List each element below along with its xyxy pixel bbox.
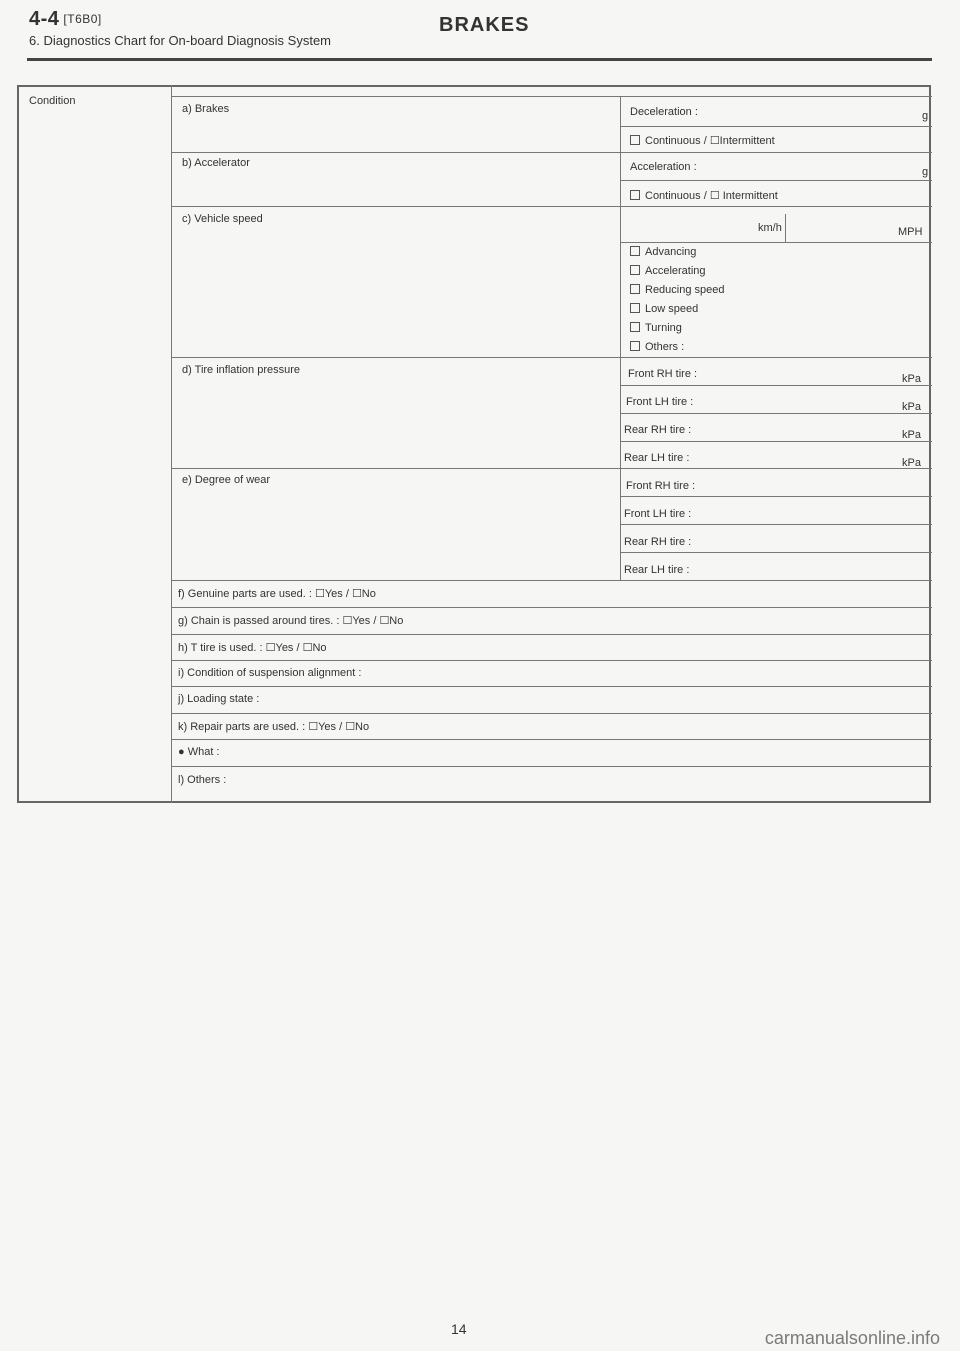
sub-row-separator [620,552,932,553]
sub-row-separator [620,413,932,414]
repair-parts-row[interactable]: k) Repair parts are used. : ☐Yes / ☐No [178,721,370,733]
checkbox[interactable] [630,135,640,145]
row-separator [172,96,932,97]
wear-label: e) Degree of wear [182,474,271,486]
row-separator [172,634,932,635]
sub-row-separator [620,242,932,243]
row-separator [172,206,932,207]
sub-row-separator [620,385,932,386]
what-row[interactable]: ● What : [178,746,220,758]
checkbox[interactable] [630,303,640,313]
watermark: carmanualsonline.info [764,1328,940,1348]
pressure-unit: kPa [902,429,921,441]
speed-option[interactable]: Low speed [630,303,698,315]
checkbox[interactable] [630,190,640,200]
pressure-rear-lh[interactable]: Rear LH tire : [624,452,690,464]
wear-rear-rh[interactable]: Rear RH tire : [624,536,692,548]
wear-front-lh[interactable]: Front LH tire : [624,508,692,520]
speed-option[interactable]: Accelerating [630,265,706,277]
pressure-unit: kPa [902,373,921,385]
deceleration-unit: g [922,110,929,122]
speed-option[interactable]: Turning [630,322,682,334]
chain-row[interactable]: g) Chain is passed around tires. : ☐Yes / ☐No [178,615,404,627]
genuine-parts-row[interactable]: f) Genuine parts are used. : ☐Yes / ☐No [178,588,376,600]
loading-state-row[interactable]: j) Loading state : [178,693,260,705]
row-separator [172,357,932,358]
checkbox[interactable] [630,341,640,351]
wear-rear-lh[interactable]: Rear LH tire : [624,564,690,576]
sub-row-separator [620,126,932,127]
row-separator [172,152,932,153]
row-separator [172,660,932,661]
sub-row-separator [620,524,932,525]
brakes-label: a) Brakes [182,103,230,115]
speed-option[interactable]: Advancing [630,246,696,258]
pressure-front-lh[interactable]: Front LH tire : [626,396,694,408]
sub-row-separator [620,180,932,181]
value-column-divider [620,96,621,580]
row-separator [172,580,932,581]
others-row[interactable]: l) Others : [178,774,227,786]
deceleration-field[interactable]: Deceleration : [630,106,698,118]
row-separator [172,607,932,608]
row-separator [172,739,932,740]
speed-unit-kmh: km/h [758,222,782,234]
speed-unit-divider [785,214,786,242]
row-separator [172,686,932,687]
row-separator [172,766,932,767]
wear-front-rh[interactable]: Front RH tire : [626,480,696,492]
checkbox[interactable] [630,246,640,256]
pressure-front-rh[interactable]: Front RH tire : [628,368,698,380]
accelerator-label: b) Accelerator [182,157,250,169]
vehicle-speed-label: c) Vehicle speed [182,213,263,225]
row-separator [172,468,932,469]
acceleration-unit: g [922,166,929,178]
speed-option[interactable]: Others : [630,341,684,353]
condition-column [17,85,172,803]
acceleration-field[interactable]: Acceleration : [630,161,697,173]
t-tire-row[interactable]: h) T tire is used. : ☐Yes / ☐No [178,642,327,654]
section-code: [T6B0] [63,12,102,26]
accelerator-options[interactable]: Continuous / ☐ Intermittent [630,189,778,202]
speed-option[interactable]: Reducing speed [630,284,725,296]
row-separator [172,713,932,714]
brakes-options[interactable]: Continuous / ☐Intermittent [630,134,775,147]
page-subtitle: 6. Diagnostics Chart for On-board Diagnosis System [29,33,332,48]
page-number: 14 [451,1321,467,1337]
pressure-rear-rh[interactable]: Rear RH tire : [624,424,692,436]
suspension-alignment-row[interactable]: i) Condition of suspension alignment : [178,667,362,679]
page-title: BRAKES [439,14,530,36]
checkbox[interactable] [630,322,640,332]
header-rule [27,58,932,61]
condition-label: Condition [29,95,76,107]
sub-row-separator [620,441,932,442]
pressure-unit: kPa [902,401,921,413]
speed-unit-mph: MPH [898,226,923,238]
section-number: 4-4 [T6B0] [29,8,102,30]
tire-pressure-label: d) Tire inflation pressure [182,364,300,376]
pressure-unit: kPa [902,457,921,469]
checkbox[interactable] [630,265,640,275]
sub-row-separator [620,496,932,497]
checkbox[interactable] [630,284,640,294]
